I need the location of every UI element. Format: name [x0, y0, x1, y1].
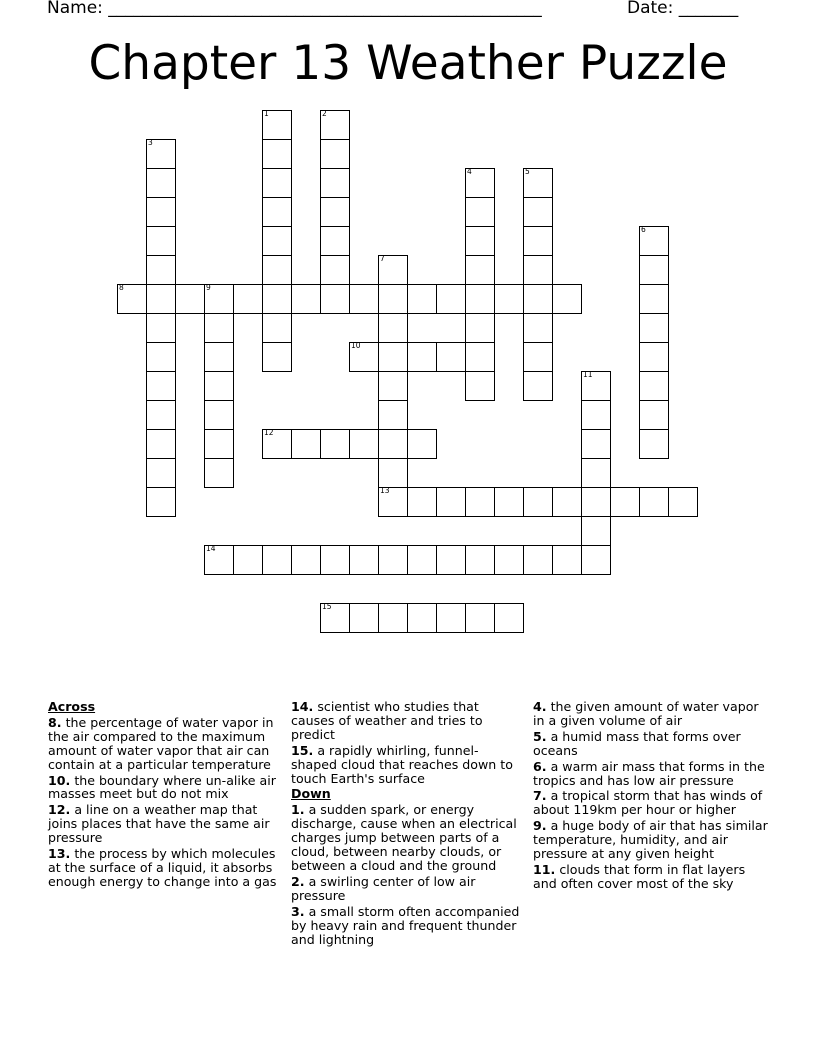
grid-cell[interactable] [262, 197, 292, 227]
grid-cell[interactable] [146, 313, 176, 343]
across-heading: Across [48, 699, 96, 714]
grid-cell[interactable] [233, 545, 263, 575]
grid-cell[interactable] [146, 458, 176, 488]
clue-number: 5 [525, 167, 530, 176]
grid-cell[interactable] [204, 284, 234, 314]
grid-cell[interactable] [204, 371, 234, 401]
clue-down-7: 7. a tropical storm that has winds of about 119km per hour or higher [533, 788, 763, 818]
grid-cell[interactable] [320, 226, 350, 256]
grid-cell[interactable] [494, 284, 524, 314]
grid-cell[interactable] [581, 516, 611, 546]
clue-down-1: 1. a sudden spark, or energy discharge, cause when an electrical charges jump between parts of a cloud, between nearby clouds, or between a cloud and the ground [291, 802, 517, 873]
clue-number: 1 [264, 109, 269, 118]
grid-cell[interactable] [494, 545, 524, 575]
grid-cell[interactable] [349, 342, 379, 372]
grid-cell[interactable] [639, 226, 669, 256]
grid-cell[interactable] [465, 371, 495, 401]
grid-cell[interactable] [523, 545, 553, 575]
grid-cell[interactable] [523, 255, 553, 285]
grid-cell[interactable] [291, 429, 321, 459]
clue-number: 13 [380, 486, 390, 495]
grid-cell[interactable] [146, 400, 176, 430]
name-line: Name: ___________________________________________________ [47, 0, 542, 18]
clues-column-2 [291, 700, 523, 948]
grid-cell[interactable] [668, 487, 698, 517]
grid-cell[interactable] [320, 255, 350, 285]
grid-cell[interactable] [465, 342, 495, 372]
clue-across-8: 8. the percentage of water vapor in the air compared to the maximum amount of water vapor that air can contain at a particular temperature [48, 714, 274, 772]
grid-cell[interactable] [320, 284, 350, 314]
grid-cell[interactable] [262, 168, 292, 198]
grid-cell[interactable] [407, 603, 437, 633]
grid-cell[interactable] [146, 139, 176, 169]
grid-cell[interactable] [349, 429, 379, 459]
grid-cell[interactable] [146, 284, 176, 314]
grid-cell[interactable] [378, 255, 408, 285]
clue-down-3: 3. a small storm often accompanied by heavy rain and frequent thunder and lightning [291, 903, 520, 947]
grid-cell[interactable] [204, 342, 234, 372]
grid-cell[interactable] [175, 284, 205, 314]
grid-cell[interactable] [262, 313, 292, 343]
grid-cell[interactable] [146, 226, 176, 256]
grid-cell[interactable] [320, 110, 350, 140]
grid-cell[interactable] [494, 487, 524, 517]
grid-cell[interactable] [378, 313, 408, 343]
grid-cell[interactable] [436, 487, 466, 517]
clue-down-11: 11. clouds that form in flat layers and often cover most of the sky [533, 861, 746, 891]
grid-cell[interactable] [465, 284, 495, 314]
clue-across-10: 10. the boundary where un-alike air masses meet but do not mix [48, 772, 276, 802]
grid-cell[interactable] [262, 139, 292, 169]
grid-cell[interactable] [378, 545, 408, 575]
clue-number: 15 [322, 602, 332, 611]
grid-cell[interactable] [465, 226, 495, 256]
grid-cell[interactable] [320, 139, 350, 169]
grid-cell[interactable] [320, 545, 350, 575]
grid-cell[interactable] [581, 545, 611, 575]
grid-cell[interactable] [523, 168, 553, 198]
grid-cell[interactable] [581, 400, 611, 430]
grid-cell[interactable] [552, 284, 582, 314]
grid-cell[interactable] [320, 429, 350, 459]
clue-number: 8 [119, 283, 124, 292]
grid-cell[interactable] [523, 342, 553, 372]
grid-cell[interactable] [639, 255, 669, 285]
grid-cell[interactable] [407, 545, 437, 575]
grid-cell[interactable] [610, 487, 640, 517]
grid-cell[interactable] [291, 284, 321, 314]
grid-cell[interactable] [262, 110, 292, 140]
grid-cell[interactable] [407, 342, 437, 372]
grid-cell[interactable] [320, 603, 350, 633]
grid-cell[interactable] [639, 342, 669, 372]
grid-cell[interactable] [146, 255, 176, 285]
clue-down-2: 2. a swirling center of low air pressure [291, 873, 476, 903]
grid-cell[interactable] [407, 284, 437, 314]
clues-column-3 [533, 700, 769, 893]
grid-cell[interactable] [349, 545, 379, 575]
grid-cell[interactable] [233, 284, 263, 314]
grid-cell[interactable] [378, 487, 408, 517]
grid-cell[interactable] [262, 342, 292, 372]
grid-cell[interactable] [204, 545, 234, 575]
grid-cell[interactable] [407, 487, 437, 517]
grid-cell[interactable] [146, 168, 176, 198]
clue-across-12: 12. a line on a weather map that joins places that have the same air pressure [48, 802, 270, 846]
grid-cell[interactable] [378, 284, 408, 314]
clue-across-13: 13. the process by which molecules at the surface of a liquid, it absorbs enough energy to change into a gas [48, 846, 277, 889]
grid-cell[interactable] [204, 400, 234, 430]
clues-column-1 [48, 700, 280, 891]
grid-cell[interactable] [262, 429, 292, 459]
grid-cell[interactable] [146, 371, 176, 401]
clue-down-5: 5. a humid mass that forms over oceans [533, 728, 741, 758]
grid-cell[interactable] [523, 284, 553, 314]
clue-number: 11 [583, 370, 593, 379]
clue-number: 14 [206, 544, 216, 553]
grid-cell[interactable] [639, 284, 669, 314]
grid-cell[interactable] [465, 603, 495, 633]
clue-across-14: 14. scientist who studies that causes of weather and tries to predict [291, 699, 483, 742]
grid-cell[interactable] [523, 226, 553, 256]
grid-cell[interactable] [378, 603, 408, 633]
grid-cell[interactable] [146, 487, 176, 517]
clue-number: 12 [264, 428, 274, 437]
grid-cell[interactable] [552, 545, 582, 575]
clue-number: 3 [148, 138, 153, 147]
grid-cell[interactable] [320, 168, 350, 198]
grid-cell[interactable] [436, 284, 466, 314]
clue-number: 4 [467, 167, 472, 176]
grid-cell[interactable] [291, 545, 321, 575]
grid-cell[interactable] [465, 255, 495, 285]
grid-cell[interactable] [407, 429, 437, 459]
grid-cell[interactable] [378, 400, 408, 430]
grid-cell[interactable] [262, 255, 292, 285]
grid-cell[interactable] [523, 197, 553, 227]
grid-cell[interactable] [204, 429, 234, 459]
grid-cell[interactable] [378, 342, 408, 372]
grid-cell[interactable] [581, 371, 611, 401]
clue-down-6: 6. a warm air mass that forms in the tropics and has low air pressure [533, 758, 765, 788]
grid-cell[interactable] [349, 603, 379, 633]
grid-cell[interactable] [146, 342, 176, 372]
grid-cell[interactable] [523, 487, 553, 517]
grid-cell[interactable] [581, 458, 611, 488]
grid-cell[interactable] [378, 429, 408, 459]
grid-cell[interactable] [465, 487, 495, 517]
clue-number: 2 [322, 109, 327, 118]
grid-cell[interactable] [465, 197, 495, 227]
grid-cell[interactable] [465, 168, 495, 198]
grid-cell[interactable] [639, 400, 669, 430]
clue-number: 6 [641, 225, 646, 234]
clue-across-15: 15. a rapidly whirling, funnel-shaped cloud that reaches down to touch Earth's surface [291, 742, 513, 786]
grid-cell[interactable] [436, 342, 466, 372]
grid-cell[interactable] [146, 429, 176, 459]
grid-cell[interactable] [262, 545, 292, 575]
grid-cell[interactable] [378, 371, 408, 401]
grid-cell[interactable] [320, 197, 350, 227]
clue-down-9: 9. a huge body of air that has similar temperature, humidity, and air pressure at any given height [533, 818, 768, 862]
grid-cell[interactable] [639, 371, 669, 401]
grid-cell[interactable] [349, 284, 379, 314]
grid-cell[interactable] [523, 371, 553, 401]
clue-number: 7 [380, 254, 385, 263]
down-heading: Down [291, 786, 331, 802]
grid-cell[interactable] [117, 284, 147, 314]
clue-number: 9 [206, 283, 211, 292]
grid-cell[interactable] [552, 487, 582, 517]
grid-cell[interactable] [465, 545, 495, 575]
grid-cell[interactable] [581, 487, 611, 517]
grid-cell[interactable] [378, 458, 408, 488]
grid-cell[interactable] [436, 545, 466, 575]
clue-down-4: 4. the given amount of water vapor in a given volume of air [533, 699, 759, 728]
date-line: Date: _______ [627, 0, 739, 18]
page-title: Chapter 13 Weather Puzzle [88, 36, 728, 91]
grid-cell[interactable] [639, 487, 669, 517]
grid-cell[interactable] [465, 313, 495, 343]
grid-cell[interactable] [581, 429, 611, 459]
grid-cell[interactable] [639, 429, 669, 459]
grid-cell[interactable] [204, 313, 234, 343]
grid-cell[interactable] [494, 603, 524, 633]
grid-cell[interactable] [523, 313, 553, 343]
grid-cell[interactable] [639, 313, 669, 343]
grid-cell[interactable] [146, 197, 176, 227]
clue-number: 10 [351, 341, 361, 350]
grid-cell[interactable] [262, 284, 292, 314]
grid-cell[interactable] [436, 603, 466, 633]
grid-cell[interactable] [204, 458, 234, 488]
grid-cell[interactable] [262, 226, 292, 256]
